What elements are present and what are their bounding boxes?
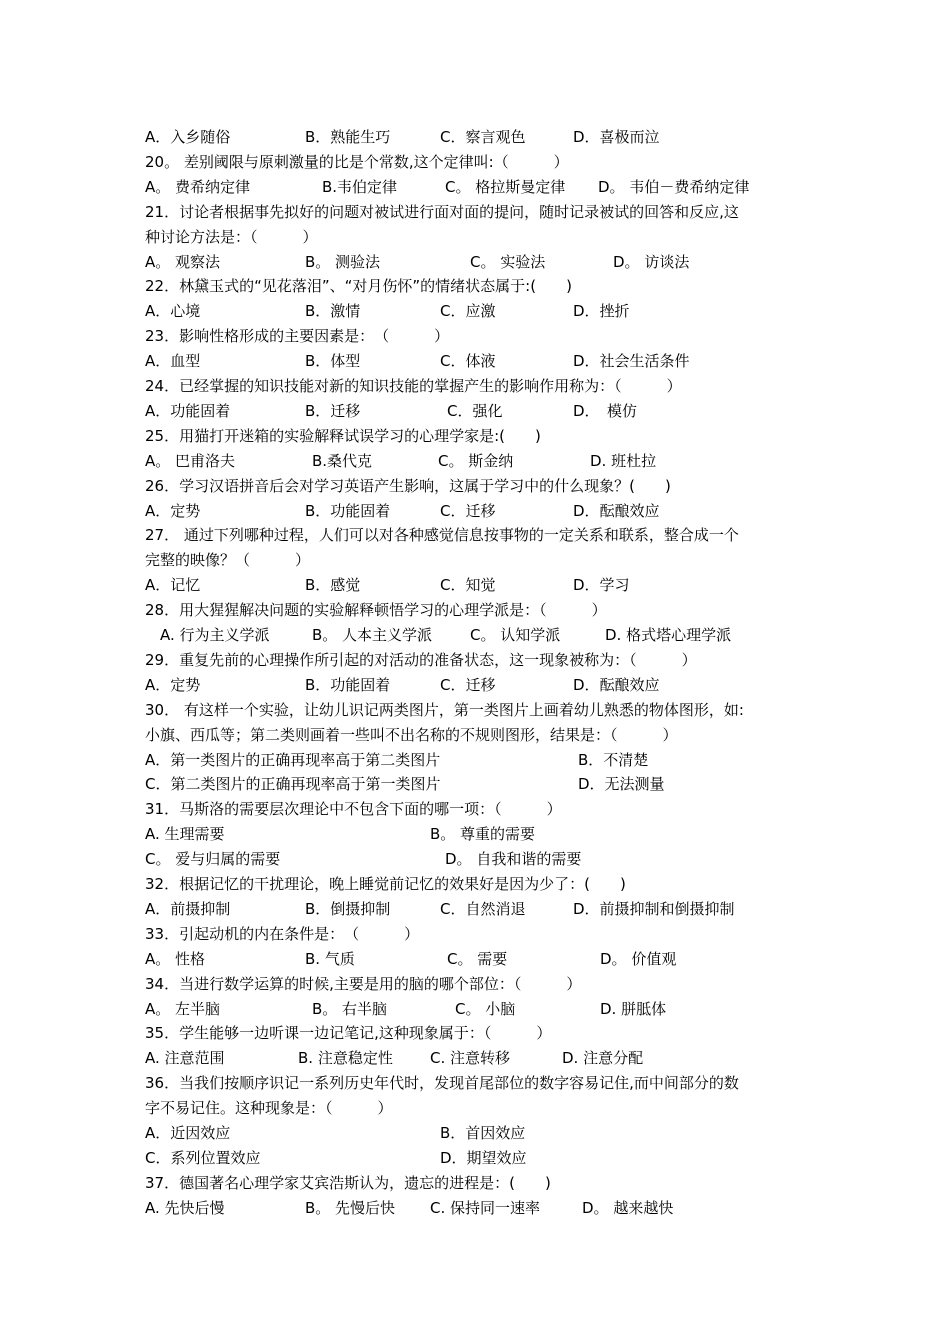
answer-option: D. 胼胝体 [600,999,667,1018]
question-text-continued [0,548,950,573]
text-line: 24．已经掌握的知识技能对新的知识技能的掌握产生的影响作用称为：（ ） [145,377,682,395]
option-line [0,997,950,1022]
question-text [0,972,950,997]
answer-option: A. 生理需要 [145,825,225,844]
text-line: 27． 通过下列哪种过程，人们可以对各种感觉信息按事物的一定关系和联系，整合成一个 [145,526,739,545]
answer-option: A。 费希纳定律 [145,177,251,196]
answer-option: C．系列位置效应 [145,1148,261,1167]
answer-option: C。 需要 [447,949,508,968]
answer-option: C。 实验法 [470,252,546,271]
question-text [0,150,950,175]
text-line: 32．根据记忆的干扰理论，晚上睡觉前记忆的效果好是因为少了：( ) [145,875,626,893]
answer-option: A. 行为主义学派 [160,626,270,644]
answer-option: B。 右半脑 [312,999,388,1018]
question-text [0,474,950,499]
answer-option: C．迁移 [440,675,496,694]
answer-option: D。 韦伯－费希纳定律 [598,177,750,196]
answer-option: B．激情 [305,302,361,321]
text-line: 种讨论方法是：（ ） [145,227,318,246]
question-text-continued [0,1096,950,1121]
answer-option: C。 小脑 [455,999,516,1018]
answer-option: D．学习 [573,576,630,595]
answer-option: A．记忆 [145,576,201,595]
option-line [0,623,950,648]
answer-option: B。 先慢后快 [305,1198,396,1217]
text-line: 37．德国著名心理学家艾宾浩斯认为，遗忘的进程是：( ) [145,1173,551,1192]
text-line: 29．重复先前的心理操作所引起的对活动的准备状态，这一现象被称为：（ ） [145,650,697,669]
answer-option: A. 先快后慢 [145,1198,225,1217]
answer-option: A．定势 [145,675,201,694]
text-line: 字不易记住。这种现象是：（ ） [145,1099,393,1118]
answer-option: D。 越来越快 [582,1198,674,1217]
answer-option: A。 左半脑 [145,999,221,1018]
option-line [0,573,950,598]
answer-option: B．功能固着 [305,675,391,694]
answer-option: A．血型 [145,352,201,371]
answer-option: A。 性格 [145,949,206,968]
answer-option: B．首因效应 [440,1124,526,1142]
answer-option: D．无法测量 [578,775,665,794]
answer-option: C．应激 [440,302,496,321]
option-line [0,499,950,524]
question-text [0,872,950,897]
text-line: 34．当进行数学运算的时候,主要是用的脑的哪个部位：（ ） [145,974,582,993]
answer-option: C．迁移 [440,501,496,520]
option-line [0,1196,950,1221]
answer-option: D．前摄抑制和倒摄抑制 [573,899,735,918]
answer-option: B．体型 [305,352,361,371]
answer-option: D． 模仿 [573,401,638,420]
answer-option: D．喜极而泣 [573,128,660,146]
text-line: 35．学生能够一边听课一边记笔记,这种现象属于：（ ） [145,1024,552,1043]
answer-option: C．知觉 [440,576,496,595]
answer-option: D. 格式塔心理学派 [605,626,732,644]
text-line: 21．讨论者根据事先拟好的问题对被试进行面对面的提问，随时记录被试的回答和反应,这 [145,202,739,221]
answer-option: D. 注意分配 [562,1049,644,1068]
question-text [0,523,950,548]
answer-option: C．体液 [440,352,496,371]
option-line [0,175,950,200]
text-line: 28．用大猩猩解决问题的实验解释顿悟学习的心理学派是：（ ） [145,601,607,620]
answer-option: B。 测验法 [305,252,381,271]
answer-option: C．察言观色 [440,128,526,146]
answer-option: D。 价值观 [600,949,677,968]
option-line [0,822,950,847]
answer-option: B.桑代克 [312,451,373,470]
question-text [0,324,950,349]
option-line [0,772,950,797]
option-line [0,1046,950,1071]
answer-option: B。 人本主义学派 [312,626,433,644]
option-line [0,847,950,872]
option-line [0,947,950,972]
answer-option: D．期望效应 [440,1148,527,1167]
question-text [0,1021,950,1046]
answer-option: C. 注意转移 [430,1049,511,1068]
answer-option: B。 尊重的需要 [430,825,536,844]
question-text-continued [0,723,950,748]
option-line [0,748,950,773]
answer-option: A. 注意范围 [145,1049,225,1068]
answer-option: B．感觉 [305,576,361,595]
answer-option: C．强化 [447,401,503,420]
answer-option: D。 自我和谐的需要 [445,850,582,869]
text-line: 20。 差别阈限与原刺激量的比是个常数,这个定律叫:（ ） [145,152,569,171]
text-line: 26．学习汉语拼音后会对学习英语产生影响，这属于学习中的什么现象？( ) [145,476,671,495]
answer-option: C．自然消退 [440,899,526,918]
answer-option: A。 巴甫洛夫 [145,451,236,470]
text-line: 30． 有这样一个实验，让幼儿识记两类图片，第一类图片上画着幼儿熟悉的物体图形，如: [145,700,744,719]
question-text [0,922,950,947]
option-line [0,299,950,324]
option-line [0,673,950,698]
answer-option: D. 班杜拉 [590,451,657,470]
answer-option: D．社会生活条件 [573,352,690,371]
text-line: 23．影响性格形成的主要因素是： （ ） [145,327,450,346]
question-text [0,698,950,723]
option-line [0,399,950,424]
option-line [0,897,950,922]
answer-option: A．第一类图片的正确再现率高于第二类图片 [145,750,441,769]
answer-option: B. 注意稳定性 [298,1049,393,1068]
answer-option: A．近因效应 [145,1124,231,1142]
question-text [0,648,950,673]
answer-option: D．挫折 [573,302,630,321]
answer-option: A．入乡随俗 [145,128,231,146]
answer-option: C。 斯金纳 [438,451,514,470]
question-text [0,797,950,822]
option-line [0,1121,950,1146]
answer-option: D。 访谈法 [613,252,690,271]
option-line [0,349,950,374]
question-text [0,424,950,449]
question-text [0,1071,950,1096]
answer-option: B.韦伯定律 [322,177,398,196]
answer-option: C．第二类图片的正确再现率高于第一类图片 [145,775,441,794]
question-text [0,598,950,623]
answer-option: C. 保持同一速率 [430,1198,541,1217]
question-text [0,1171,950,1196]
option-line [0,449,950,474]
answer-option: A．定势 [145,501,201,520]
answer-option: B．不清楚 [578,750,649,769]
answer-option: B. 气质 [305,949,355,968]
option-line [0,250,950,275]
text-line: 22．林黛玉式的“见花落泪”、“对月伤怀”的情绪状态属于:( ) [145,277,572,296]
answer-option: A。 观察法 [145,252,221,271]
text-line: 36．当我们按顺序识记一系列历史年代时，发现首尾部位的数字容易记住,而中间部分的数 [145,1074,739,1093]
question-text-continued [0,225,950,250]
answer-option: A．心境 [145,302,201,321]
answer-option: D．酝酿效应 [573,501,660,520]
question-text [0,200,950,225]
answer-option: A．前摄抑制 [145,899,231,918]
text-line: 小旗、西瓜等；第二类则画着一些叫不出名称的不规则图形，结果是：（ ） [145,725,678,744]
text-line: 25．用猫打开迷箱的实验解释试误学习的心理学家是:( ) [145,426,541,445]
answer-option: A．功能固着 [145,401,231,420]
answer-option: C。 爱与归属的需要 [145,850,281,869]
answer-option: B．迁移 [305,401,361,420]
answer-option: B．倒摄抑制 [305,899,391,918]
answer-option: D．酝酿效应 [573,675,660,694]
text-line: 完整的映像？（ ） [145,551,311,570]
question-text [0,374,950,399]
text-line: 33．引起动机的内在条件是： （ ） [145,924,420,943]
answer-option: C。 格拉斯曼定律 [445,177,566,196]
question-text [0,274,950,299]
answer-option: C。 认知学派 [470,626,561,644]
answer-option: B．熟能生巧 [305,128,391,146]
option-line [0,125,950,150]
text-line: 31．马斯洛的需要层次理论中不包含下面的哪一项：（ ） [145,800,562,819]
answer-option: B．功能固着 [305,501,391,520]
option-line [0,1146,950,1171]
